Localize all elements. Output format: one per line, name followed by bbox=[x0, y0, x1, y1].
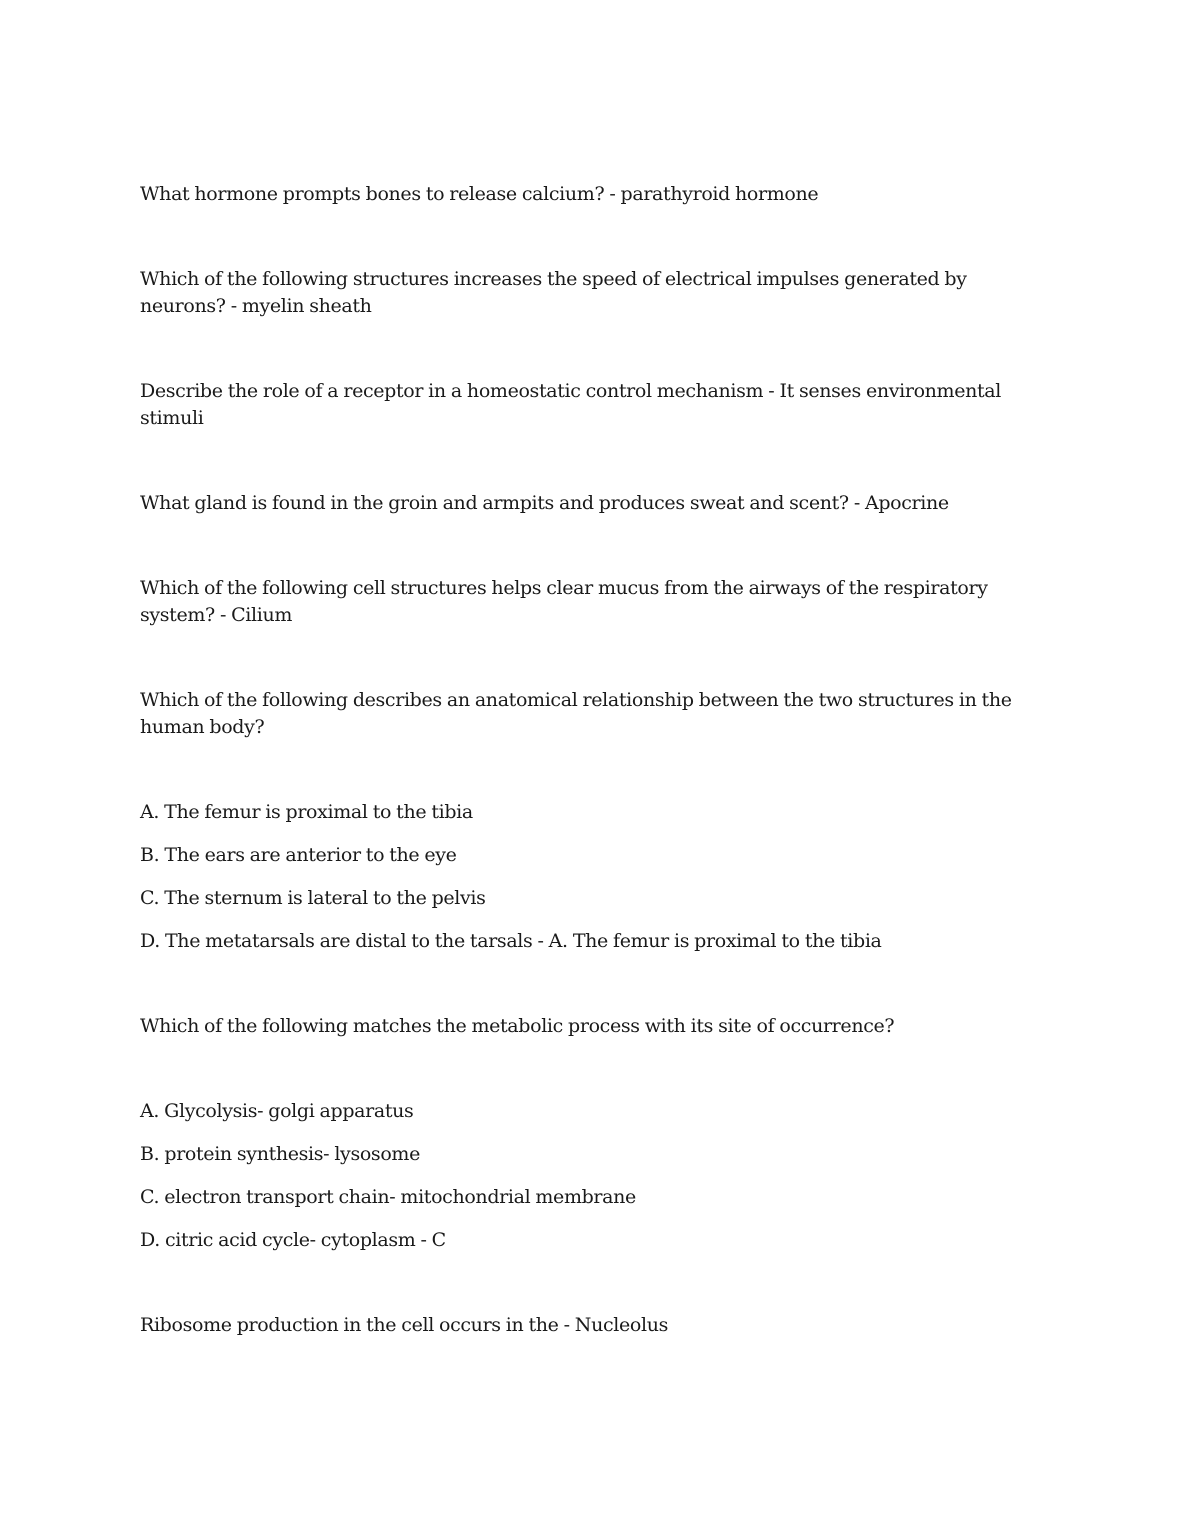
qa-entry: What gland is found in the groin and armpits and produces sweat and scent? - Apocrine bbox=[140, 492, 949, 514]
answer-option: C. electron transport chain- mitochondrial membrane bbox=[140, 1186, 636, 1208]
qa-entry: Which of the following structures increases the speed of electrical impulses generated by neurons? - myelin sheath bbox=[140, 268, 967, 317]
answer-option: A. The femur is proximal to the tibia bbox=[140, 801, 473, 823]
question-anatomy-options bbox=[140, 799, 1050, 955]
question-metabolic-lead: Which of the following matches the metabolic process with its site of occurrence? bbox=[140, 1015, 895, 1037]
document-body bbox=[140, 181, 1050, 1397]
answer-option: B. protein synthesis- lysosome bbox=[140, 1143, 420, 1165]
question-anatomy-lead: Which of the following describes an anatomical relationship between the two structures in the human body? bbox=[140, 689, 1012, 738]
answer-option: C. The sternum is lateral to the pelvis bbox=[140, 887, 486, 909]
answer-option: A. Glycolysis- golgi apparatus bbox=[140, 1100, 414, 1122]
qa-entry: Which of the following cell structures helps clear mucus from the airways of the respiratory system? - Cilium bbox=[140, 577, 988, 626]
question-metabolic-options bbox=[140, 1098, 1050, 1254]
answer-option: B. The ears are anterior to the eye bbox=[140, 844, 457, 866]
answer-option: D. citric acid cycle- cytoplasm - C bbox=[140, 1229, 446, 1251]
answer-option: D. The metatarsals are distal to the tarsals - A. The femur is proximal to the tibia bbox=[140, 930, 882, 952]
qa-entry: What hormone prompts bones to release calcium? - parathyroid hormone bbox=[140, 183, 819, 205]
qa-entry-final: Ribosome production in the cell occurs in the - Nucleolus bbox=[140, 1314, 668, 1336]
qa-entry: Describe the role of a receptor in a homeostatic control mechanism - It senses environmental stimuli bbox=[140, 380, 1001, 429]
